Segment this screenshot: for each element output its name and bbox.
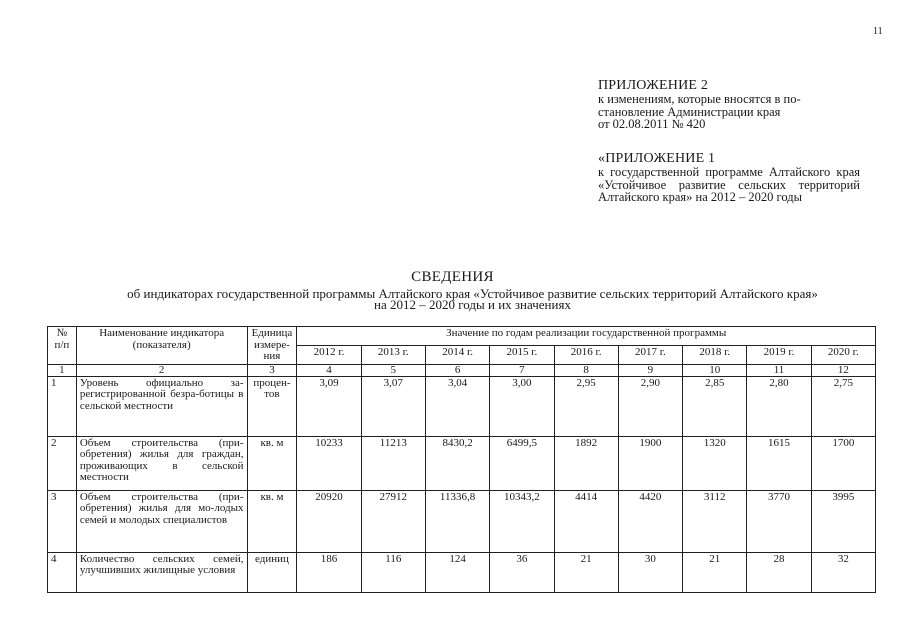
indicator-value: 1615	[747, 436, 811, 490]
indicator-unit: кв. м	[247, 436, 297, 490]
indicators-table	[47, 326, 876, 593]
header-year: 2012 г.	[297, 345, 361, 364]
indicator-value: 2,75	[811, 376, 875, 436]
header-number: № п/п	[48, 327, 77, 365]
column-number: 3	[247, 364, 297, 376]
indicator-value: 186	[297, 552, 361, 592]
indicator-value: 10343,2	[490, 490, 554, 552]
indicator-value: 124	[425, 552, 489, 592]
indicator-value: 116	[361, 552, 425, 592]
indicator-value: 11213	[361, 436, 425, 490]
document-title: СВЕДЕНИЯ	[411, 269, 494, 285]
indicator-value: 2,85	[683, 376, 747, 436]
column-number: 11	[747, 364, 811, 376]
indicator-value: 1900	[618, 436, 682, 490]
header-years-group: Значение по годам реализации государственной программы	[297, 327, 876, 346]
indicator-value: 21	[683, 552, 747, 592]
indicator-value: 3995	[811, 490, 875, 552]
header-year: 2016 г.	[554, 345, 618, 364]
header-year: 2015 г.	[490, 345, 554, 364]
indicator-value: 27912	[361, 490, 425, 552]
indicator-value: 2,90	[618, 376, 682, 436]
indicator-value: 8430,2	[425, 436, 489, 490]
indicator-value: 3,09	[297, 376, 361, 436]
header-indicator-name: Наименование индикатора (показателя)	[76, 327, 247, 365]
row-number: 4	[48, 552, 77, 592]
indicator-unit: кв. м	[247, 490, 297, 552]
indicator-name: Объем строительства (при-обретения) жилья для граждан, проживающих в сельской местности	[76, 436, 247, 490]
document-subtitle-line-1: об индикаторах государственной программы Алтайского края «Устойчивое развитие сельских территорий Алтайского края»	[127, 286, 818, 301]
indicator-value: 3,04	[425, 376, 489, 436]
column-number: 6	[425, 364, 489, 376]
document-subtitle	[40, 288, 905, 310]
indicator-value: 10233	[297, 436, 361, 490]
indicator-value: 20920	[297, 490, 361, 552]
header-year: 2019 г.	[747, 345, 811, 364]
indicator-unit: единиц	[247, 552, 297, 592]
indicator-value: 3,07	[361, 376, 425, 436]
appendix-1-title: «ПРИЛОЖЕНИЕ 1	[598, 151, 716, 166]
table-row	[48, 436, 876, 490]
appendix-2-line: становление Администрации края	[598, 104, 781, 119]
indicator-value: 32	[811, 552, 875, 592]
column-number: 1	[48, 364, 77, 376]
indicator-value: 28	[747, 552, 811, 592]
table-row	[48, 376, 876, 436]
indicator-name: Объем строительства (при-обретения) жилья для мо-лодых семей и молодых специалистов	[76, 490, 247, 552]
column-number: 12	[811, 364, 875, 376]
header-year: 2013 г.	[361, 345, 425, 364]
indicator-value: 1700	[811, 436, 875, 490]
indicator-value: 3,00	[490, 376, 554, 436]
header-year: 2020 г.	[811, 345, 875, 364]
column-number: 5	[361, 364, 425, 376]
indicator-value: 3112	[683, 490, 747, 552]
indicator-name: Количество сельских семей, улучшивших жилищные условия	[76, 552, 247, 592]
indicator-value: 4420	[618, 490, 682, 552]
column-number: 8	[554, 364, 618, 376]
header-unit: Единица измере-ния	[247, 327, 297, 365]
column-number: 4	[297, 364, 361, 376]
indicator-value: 36	[490, 552, 554, 592]
indicator-value: 3770	[747, 490, 811, 552]
appendix-1-text: к государственной программе Алтайского края «Устойчивое развитие сельских территорий Алтайского края» на 2012 – 2020 годы	[598, 165, 860, 204]
column-number: 2	[76, 364, 247, 376]
indicator-value: 1892	[554, 436, 618, 490]
indicator-value: 6499,5	[490, 436, 554, 490]
column-number: 10	[683, 364, 747, 376]
appendix-2-title: ПРИЛОЖЕНИЕ 2	[598, 78, 709, 93]
page-number: 11	[873, 26, 883, 37]
indicator-value: 1320	[683, 436, 747, 490]
row-number: 3	[48, 490, 77, 552]
indicator-value: 2,80	[747, 376, 811, 436]
indicator-name: Уровень официально за-регистрированной безра-ботицы в сельской местности	[76, 376, 247, 436]
appendix-1-block	[598, 152, 860, 204]
appendix-2-block	[598, 79, 860, 131]
column-number: 7	[490, 364, 554, 376]
indicator-value: 30	[618, 552, 682, 592]
row-number: 2	[48, 436, 77, 490]
column-number-row	[48, 364, 876, 376]
appendix-2-line: от 02.08.2011 № 420	[598, 117, 706, 131]
indicator-value: 21	[554, 552, 618, 592]
header-year: 2014 г.	[425, 345, 489, 364]
row-number: 1	[48, 376, 77, 436]
column-number: 9	[618, 364, 682, 376]
table-row	[48, 490, 876, 552]
header-year: 2017 г.	[618, 345, 682, 364]
indicator-value: 11336,8	[425, 490, 489, 552]
table-row	[48, 552, 876, 592]
indicator-unit: процен-тов	[247, 376, 297, 436]
document-subtitle-line-2: на 2012 – 2020 годы и их значениях	[374, 297, 571, 312]
appendix-2-line: к изменениям, которые вносятся в по-	[598, 92, 801, 106]
indicator-value: 4414	[554, 490, 618, 552]
header-year: 2018 г.	[683, 345, 747, 364]
indicator-value: 2,95	[554, 376, 618, 436]
